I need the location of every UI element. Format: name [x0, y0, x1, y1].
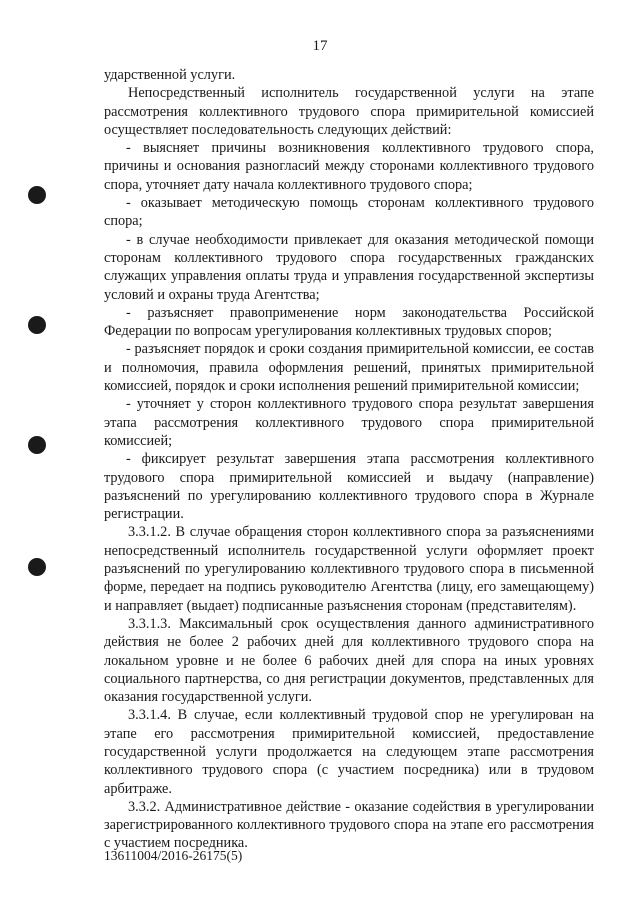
punch-hole-2	[28, 316, 46, 334]
list-item: - разъясняет правоприменение норм законодательства Российской Федерации по вопросам урегулирования коллективных трудовых споров;	[104, 304, 594, 340]
list-item: - оказывает методическую помощь сторонам коллективного трудового спора;	[104, 195, 594, 230]
paragraph-continuation: ударственной услуги.	[104, 67, 236, 83]
list-item: - в случае необходимости привлекает для оказания методической помощи сторонам коллективного трудового спора государственных гражданских служащих управления оплаты труда и управления государственной экспертизы условий и охраны труда Агентства;	[104, 231, 594, 303]
document-body	[104, 66, 594, 853]
list-item: - фиксирует результат завершения этапа рассмотрения коллективного трудового спора примирительной комиссией и выдачу (направление) разъяснений по урегулированию коллективного трудового спора в Журнале регистрации.	[104, 451, 594, 523]
list-item: - уточняет у сторон коллективного трудового спора результат завершения этапа рассмотрения коллективного трудового спора примирительной комиссией;	[104, 396, 594, 449]
list-item: - разъясняет порядок и сроки создания примирительной комиссии, ее состав и полномочия, правила оформления решений, принятых примирительной комиссией, порядок и сроки исполнения решений примирительной комиссии;	[104, 341, 594, 395]
page-number: 17	[312, 38, 328, 54]
punch-hole-1	[28, 186, 46, 204]
clause-3-3-1-4: 3.3.1.4. В случае, если коллективный трудовой спор не урегулирован на этапе его рассмотрения примирительной комиссией, предоставление государственной услуги продолжается на следующем этапе рассмотрения коллективного трудового спора (с участием посредника) или в трудовом арбитраже.	[104, 707, 594, 797]
paragraph-intro: Непосредственный исполнитель государственной услуги на этапе рассмотрения коллективного трудового спора примирительной комиссией осуществляет последовательность следующих действий:	[104, 85, 594, 138]
clause-3-3-1-3: 3.3.1.3. Максимальный срок осуществления данного административного действия не более 2 рабочих дней для коллективного трудового спора на локальном уровне и не более 6 рабочих дней для спора на иных уровнях социального партнерства, со дня регистрации документов, представленных для оказания государственной услуги.	[104, 615, 594, 706]
list-item: - выясняет причины возникновения коллективного трудового спора, причины и основания разногласий между сторонами коллективного трудового спора, уточняет дату начала коллективного трудового спора;	[104, 140, 594, 193]
document-code: 13611004/2016-26175(5)	[104, 848, 243, 863]
clause-3-3-2: 3.3.2. Административное действие - оказание содействия в урегулировании зарегистрированного коллективного трудового спора на этапе его рассмотрения с участием посредника.	[104, 798, 594, 852]
punch-hole-4	[28, 558, 46, 576]
clause-3-3-1-2: 3.3.1.2. В случае обращения сторон коллективного спора за разъяснениями непосредственный исполнитель государственной услуги оформляет проект разъяснений по урегулированию коллективного трудового спора в письменной форме, передает на подпись руководителю Агентства (лицу, его замещающему) и направляет (выдает) подписанные разъяснения сторонам (представителям).	[104, 524, 594, 614]
punch-hole-3	[28, 436, 46, 454]
